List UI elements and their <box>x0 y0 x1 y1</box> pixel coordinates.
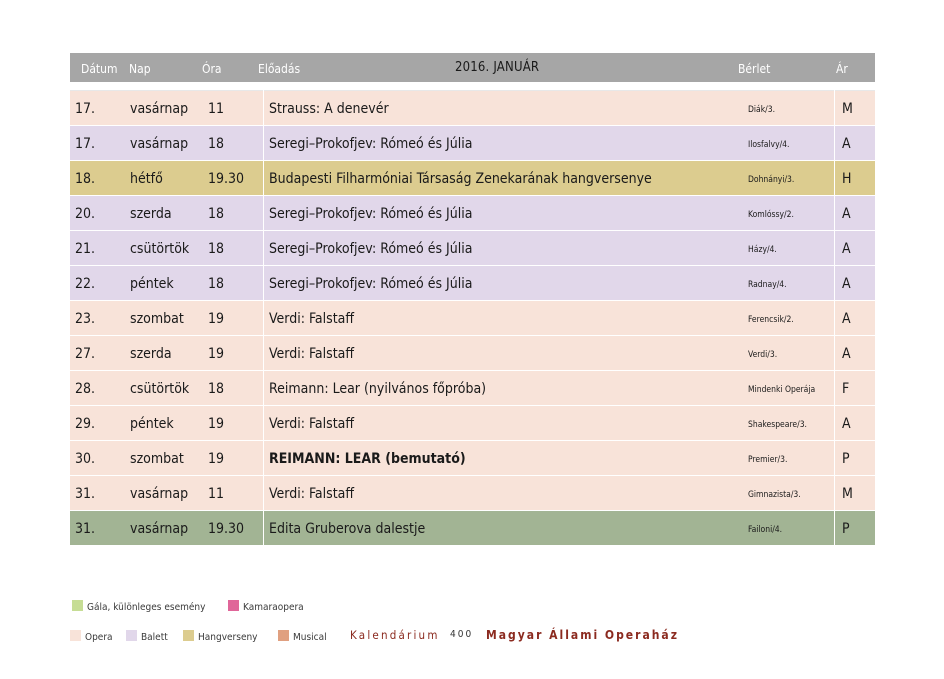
table-row <box>70 196 875 231</box>
row-title: Budapesti Filharmóniai Társaság Zenekarának hangversenye <box>269 171 652 187</box>
row-date: 18. <box>75 171 96 187</box>
gala-swatch <box>72 600 83 611</box>
col-show-header: Előadás <box>258 62 301 76</box>
row-date: 20. <box>75 206 96 222</box>
table-row <box>70 476 875 511</box>
opera-swatch <box>70 630 81 641</box>
row-day: vasárnap <box>130 101 189 117</box>
row-subscription: Ilosfalvy/4. <box>748 140 790 150</box>
row-date: 30. <box>75 451 96 467</box>
month-title: 2016. JANUÁR <box>455 60 540 75</box>
row-title: Verdi: Falstaff <box>269 311 355 327</box>
legend-balett <box>126 630 168 643</box>
row-subscription: Gimnazista/3. <box>748 490 801 500</box>
page-number: 400 <box>450 629 474 640</box>
row-price: M <box>842 101 853 117</box>
row-subscription: Komlóssy/2. <box>748 210 794 220</box>
row-day: szerda <box>130 206 172 222</box>
table-row <box>70 161 875 196</box>
row-date: 31. <box>75 486 96 502</box>
legend-kamara <box>228 600 304 613</box>
legend-opera-label: Opera <box>85 632 113 643</box>
hangverseny-swatch <box>183 630 194 641</box>
musical-swatch <box>278 630 289 641</box>
column-divider <box>263 90 264 546</box>
row-price: A <box>842 206 851 222</box>
kalendarium-label: Kalendárium <box>350 628 440 642</box>
row-date: 17. <box>75 101 96 117</box>
row-date: 17. <box>75 136 96 152</box>
legend-balett-label: Balett <box>141 632 168 643</box>
row-day: péntek <box>130 276 174 292</box>
row-subscription: Házy/4. <box>748 245 777 255</box>
column-divider <box>834 90 835 546</box>
table-row <box>70 126 875 161</box>
legend-opera <box>70 630 113 643</box>
row-price: A <box>842 136 851 152</box>
col-day-header: Nap <box>129 62 151 76</box>
row-price: A <box>842 346 851 362</box>
table-row <box>70 371 875 406</box>
row-date: 22. <box>75 276 96 292</box>
row-time: 19.30 <box>208 171 245 187</box>
row-title: Seregi–Prokofjev: Rómeó és Júlia <box>269 206 473 222</box>
row-subscription: Diák/3. <box>748 105 775 115</box>
table-row <box>70 511 875 546</box>
row-time: 19 <box>208 416 225 432</box>
row-date: 28. <box>75 381 96 397</box>
row-title: Reimann: Lear (nyilvános főpróba) <box>269 381 487 397</box>
row-subscription: Verdi/3. <box>748 350 778 360</box>
row-date: 27. <box>75 346 96 362</box>
legend-kamara-label: Kamaraopera <box>243 602 304 613</box>
legend-musical-label: Musical <box>293 632 327 643</box>
row-price: M <box>842 486 853 502</box>
row-time: 18 <box>208 241 225 257</box>
row-day: péntek <box>130 416 174 432</box>
row-subscription: Shakespeare/3. <box>748 420 807 430</box>
row-price: A <box>842 416 851 432</box>
table-row <box>70 336 875 371</box>
row-title: Verdi: Falstaff <box>269 416 355 432</box>
row-subscription: Dohnányi/3. <box>748 175 795 185</box>
row-subscription: Ferencsik/2. <box>748 315 794 325</box>
row-price: F <box>842 381 850 397</box>
row-time: 11 <box>208 486 225 502</box>
row-day: csütörtök <box>130 241 190 257</box>
row-time: 19 <box>208 346 225 362</box>
row-title: Verdi: Falstaff <box>269 346 355 362</box>
table-row <box>70 90 875 126</box>
row-date: 29. <box>75 416 96 432</box>
table-row <box>70 406 875 441</box>
row-day: csütörtök <box>130 381 190 397</box>
row-time: 19.30 <box>208 521 245 537</box>
row-time: 18 <box>208 381 225 397</box>
balett-swatch <box>126 630 137 641</box>
col-sub-header: Bérlet <box>738 62 771 76</box>
schedule-table <box>70 90 875 546</box>
row-time: 19 <box>208 311 225 327</box>
row-title: Seregi–Prokofjev: Rómeó és Júlia <box>269 241 473 257</box>
row-day: szerda <box>130 346 172 362</box>
opera-house-name: Magyar Állami Operaház <box>486 628 679 642</box>
col-date-header: Dátum <box>81 62 118 76</box>
row-day: vasárnap <box>130 486 189 502</box>
legend-musical <box>278 630 327 643</box>
legend-hangverseny <box>183 630 258 643</box>
col-price-header: Ár <box>836 62 848 76</box>
col-time-header: Óra <box>202 62 222 76</box>
row-price: H <box>842 171 852 187</box>
row-price: A <box>842 241 851 257</box>
row-price: P <box>842 451 850 467</box>
row-day: hétfő <box>130 171 163 187</box>
table-header <box>70 53 875 82</box>
legend-gala-label: Gála, különleges esemény <box>87 602 206 613</box>
row-date: 21. <box>75 241 96 257</box>
row-time: 11 <box>208 101 225 117</box>
row-title: Strauss: A denevér <box>269 101 389 117</box>
legend-hangverseny-label: Hangverseny <box>198 632 258 643</box>
row-title: Edita Gruberova dalestje <box>269 521 426 537</box>
row-price: P <box>842 521 850 537</box>
legend-gala <box>72 600 205 613</box>
row-subscription: Radnay/4. <box>748 280 787 290</box>
row-date: 31. <box>75 521 96 537</box>
row-time: 19 <box>208 451 225 467</box>
row-date: 23. <box>75 311 96 327</box>
row-day: vasárnap <box>130 136 189 152</box>
row-subscription: Failoni/4. <box>748 525 783 535</box>
table-row <box>70 266 875 301</box>
row-subscription: Premier/3. <box>748 455 788 465</box>
table-row <box>70 231 875 266</box>
row-price: A <box>842 276 851 292</box>
row-title: Verdi: Falstaff <box>269 486 355 502</box>
table-row <box>70 441 875 476</box>
table-row <box>70 301 875 336</box>
row-time: 18 <box>208 136 225 152</box>
row-time: 18 <box>208 276 225 292</box>
row-day: vasárnap <box>130 521 189 537</box>
row-time: 18 <box>208 206 225 222</box>
row-subscription: Mindenki Operája <box>748 385 816 395</box>
row-title: Seregi–Prokofjev: Rómeó és Júlia <box>269 276 473 292</box>
row-price: A <box>842 311 851 327</box>
row-day: szombat <box>130 451 184 467</box>
kamara-swatch <box>228 600 239 611</box>
row-day: szombat <box>130 311 184 327</box>
row-title: Seregi–Prokofjev: Rómeó és Júlia <box>269 136 473 152</box>
row-title: REIMANN: LEAR (bemutató) <box>269 451 466 467</box>
